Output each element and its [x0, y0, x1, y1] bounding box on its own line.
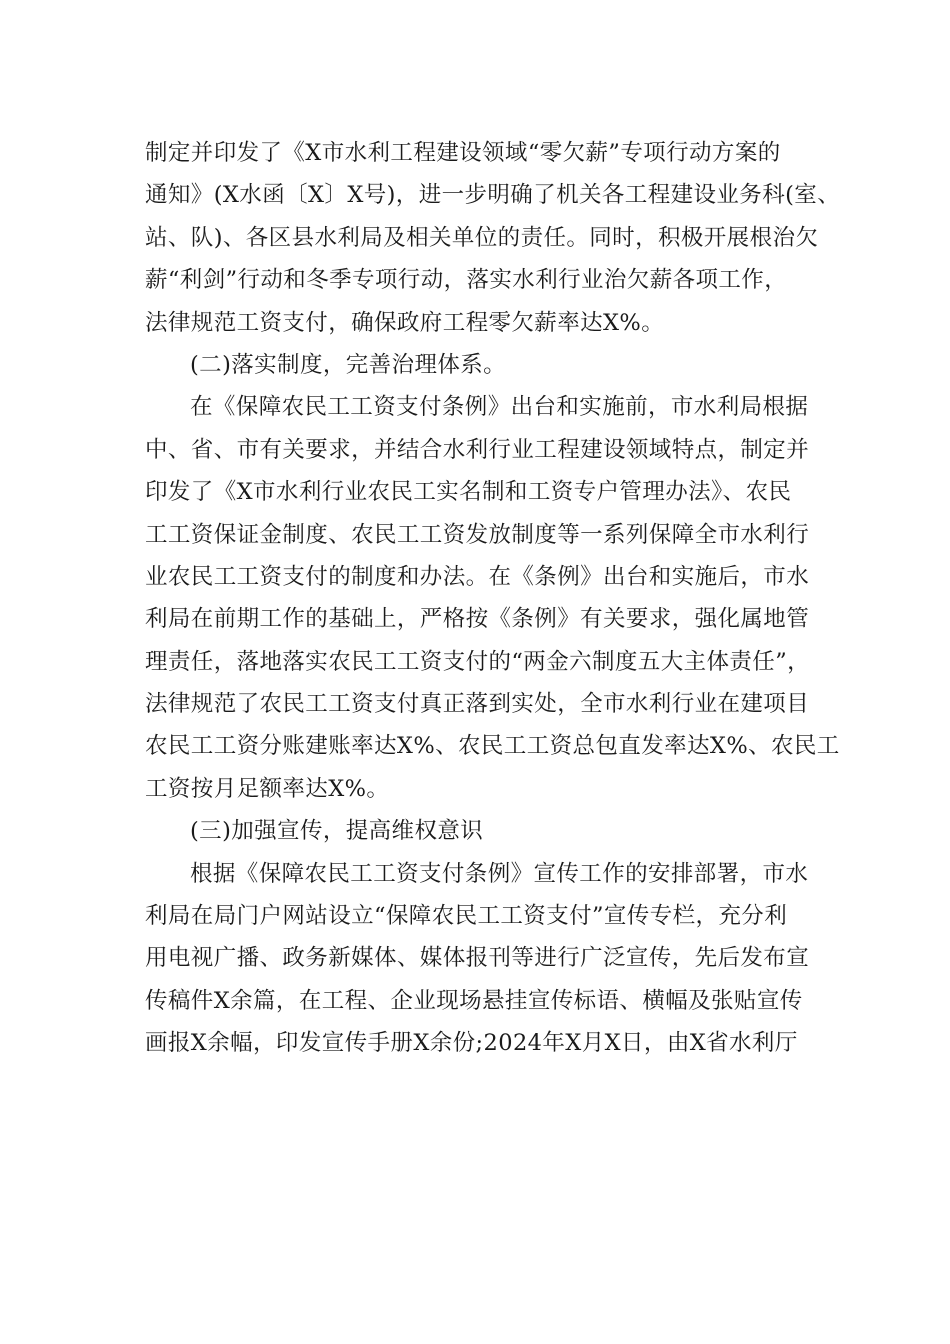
section-heading-3: [145, 810, 825, 852]
text-line: 画报X余幅，印发宣传手册X余份;2024年X月X日，由X省水利厅: [145, 1030, 798, 1057]
text-line: 通知》(X水函〔X〕X号)，进一步明确了机关各工程建设业务科(室、: [145, 182, 841, 209]
text-line: 薪“利剑”行动和冬季专项行动，落实水利行业治欠薪各项工作，: [145, 267, 788, 294]
text-line: 在《保障农民工工资支付条例》出台和实施前，市水利局根据: [190, 394, 809, 421]
section-heading-2: [145, 344, 825, 386]
text-line: 用电视广播、政务新媒体、媒体报刊等进行广泛宣传，先后发布宣: [145, 945, 810, 972]
text-line: 利局在前期工作的基础上，严格按《条例》有关要求，强化属地管: [145, 606, 810, 633]
text-line: 传稿件X余篇，在工程、企业现场悬挂宣传标语、横幅及张贴宣传: [145, 987, 803, 1014]
text-line: 根据《保障农民工工资支付条例》宣传工作的安排部署，市水: [190, 860, 809, 887]
text-line: 业农民工工资支付的制度和办法。在《条例》出台和实施后，市水: [145, 563, 810, 590]
text-line: 站、队)、各区县水利局及相关单位的责任。同时，积极开展根治欠: [145, 224, 819, 251]
text-line: 工资按月足额率达X%。: [145, 775, 390, 802]
text-line: 印发了《X市水利行业农民工实名制和工资专户管理办法》、农民: [145, 479, 792, 506]
text-line: 制定并印发了《X市水利工程建设领域“零欠薪”专项行动方案的: [145, 140, 781, 166]
text-line: 工工资保证金制度、农民工工资发放制度等一系列保障全市水利行: [145, 521, 810, 548]
text-line: 法律规范工资支付，确保政府工程零欠薪率达X%。: [145, 309, 665, 336]
section-heading-text: (三)加强宣传，提高维权意识: [190, 818, 484, 845]
text-line: 理责任，落地落实农民工工资支付的“两金六制度五大主体责任”，: [145, 648, 811, 675]
text-line: 农民工工资分账建账率达X%、农民工工资总包直发率达X%、农民工: [145, 733, 840, 760]
text-line: 法律规范了农民工工资支付真正落到实处，全市水利行业在建项目: [145, 691, 810, 718]
paragraph-implementation: [145, 386, 840, 810]
paragraph-publicity: [145, 853, 825, 1065]
paragraph-continuation: [145, 132, 841, 344]
text-line: 中、省、市有关要求，并结合水利行业工程建设领域特点，制定并: [145, 436, 810, 463]
section-heading-text: (二)落实制度，完善治理体系。: [190, 351, 507, 378]
text-line: 利局在局门户网站设立“保障农民工工资支付”宣传专栏，充分利: [145, 903, 788, 930]
document-body: [145, 132, 841, 1065]
